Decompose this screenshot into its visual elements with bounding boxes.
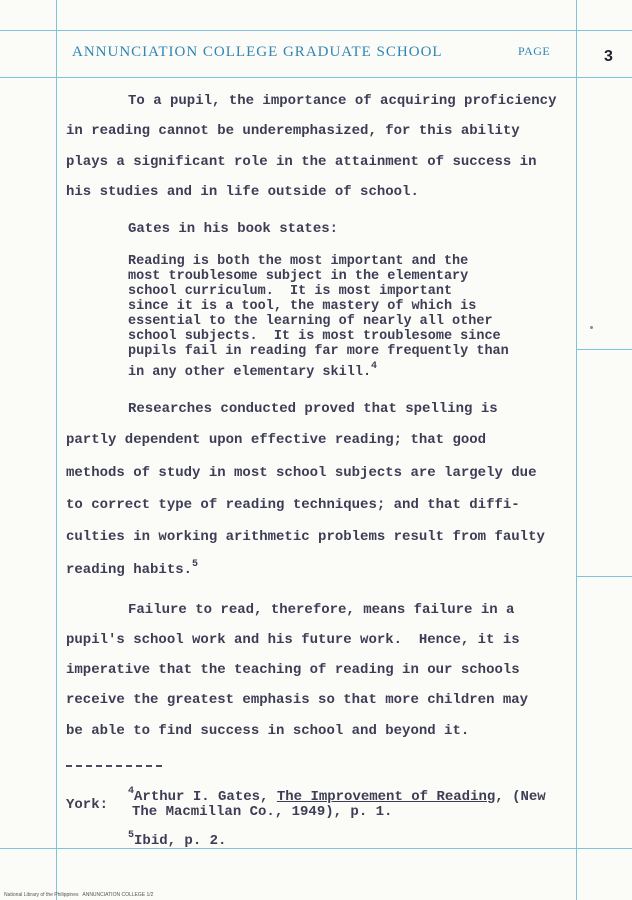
- quote-line: in any other elementary skill.: [128, 365, 372, 380]
- footnote-marker: 4: [371, 361, 378, 372]
- footnote-4: [128, 786, 546, 805]
- bottom-rule: [0, 848, 632, 849]
- quote-line: essential to the learning of nearly all other: [128, 314, 493, 329]
- archive-credit: National Library of the Philippines ANNUNCIATION COLLEGE 1/2: [4, 892, 154, 898]
- school-title: ANNUNCIATION COLLEGE GRADUATE SCHOOL: [72, 44, 443, 60]
- left-margin-rule: [56, 0, 57, 900]
- paragraph-line: Failure to read, therefore, means failure in a: [128, 602, 515, 618]
- quote-line: pupils fail in reading far more frequently than: [128, 344, 509, 359]
- footnote-separator: [66, 765, 162, 767]
- paragraph-line: partly dependent upon effective reading; that good: [66, 432, 487, 448]
- footnote-number: 4: [128, 786, 135, 797]
- footnote-text: , (New: [495, 789, 546, 805]
- header-top-rule: [0, 30, 632, 31]
- scan-speck: [590, 326, 593, 329]
- page-number: 3: [604, 48, 613, 65]
- quote-intro: Gates in his book states:: [128, 221, 339, 237]
- paragraph-last-line: [66, 559, 198, 578]
- paragraph-line: his studies and in life outside of school.: [66, 184, 419, 200]
- quote-line: school subjects. It is most troublesome since: [128, 329, 501, 344]
- paragraph-line: imperative that the teaching of reading in our schools: [66, 662, 520, 678]
- page-label: PAGE: [518, 44, 551, 58]
- quote-line: since it is a tool, the mastery of which is: [128, 299, 477, 314]
- quote-line: Reading is both the most important and the: [128, 254, 469, 269]
- footnote-4-continuation: The Macmillan Co., 1949), p. 1.: [132, 804, 393, 820]
- paragraph-line: methods of study in most school subjects are largely due: [66, 465, 537, 481]
- footnote-4-continuation-prefix: York:: [66, 797, 109, 813]
- paragraph-line: culties in working arithmetic problems result from faulty: [66, 529, 545, 545]
- footnote-5: [128, 830, 226, 849]
- footnote-text: Ibid, p. 2.: [134, 833, 227, 849]
- paragraph-line: To a pupil, the importance of acquiring proficiency: [128, 93, 557, 109]
- paragraph-line: be able to find success in school and beyond it.: [66, 723, 470, 739]
- paragraph-line: in reading cannot be underemphasized, for this ability: [66, 123, 520, 139]
- footnote-author: Arthur I. Gates,: [134, 789, 277, 805]
- right-margin-rule: [576, 0, 577, 900]
- paragraph-line: to correct type of reading techniques; and that diffi-: [66, 497, 520, 513]
- quote-line: most troublesome subject in the elementary: [128, 269, 469, 284]
- paragraph-line: receive the greatest emphasis so that more children may: [66, 692, 529, 708]
- paragraph-line: plays a significant role in the attainment of success in: [66, 154, 537, 170]
- quote-line: school curriculum. It is most important: [128, 284, 453, 299]
- header-bottom-rule: [0, 77, 632, 78]
- footnote-marker: 5: [192, 559, 199, 570]
- book-title: The Improvement of Reading: [276, 789, 496, 805]
- paragraph-line: reading habits.: [66, 562, 193, 578]
- paragraph-line: pupil's school work and his future work. Hence, it is: [66, 632, 520, 648]
- paragraph-line: Researches conducted proved that spelling is: [128, 401, 498, 417]
- footnote-number: 5: [128, 830, 135, 841]
- right-column-rule: [576, 349, 632, 350]
- quote-last-line: [128, 359, 377, 381]
- right-column-rule: [576, 576, 632, 577]
